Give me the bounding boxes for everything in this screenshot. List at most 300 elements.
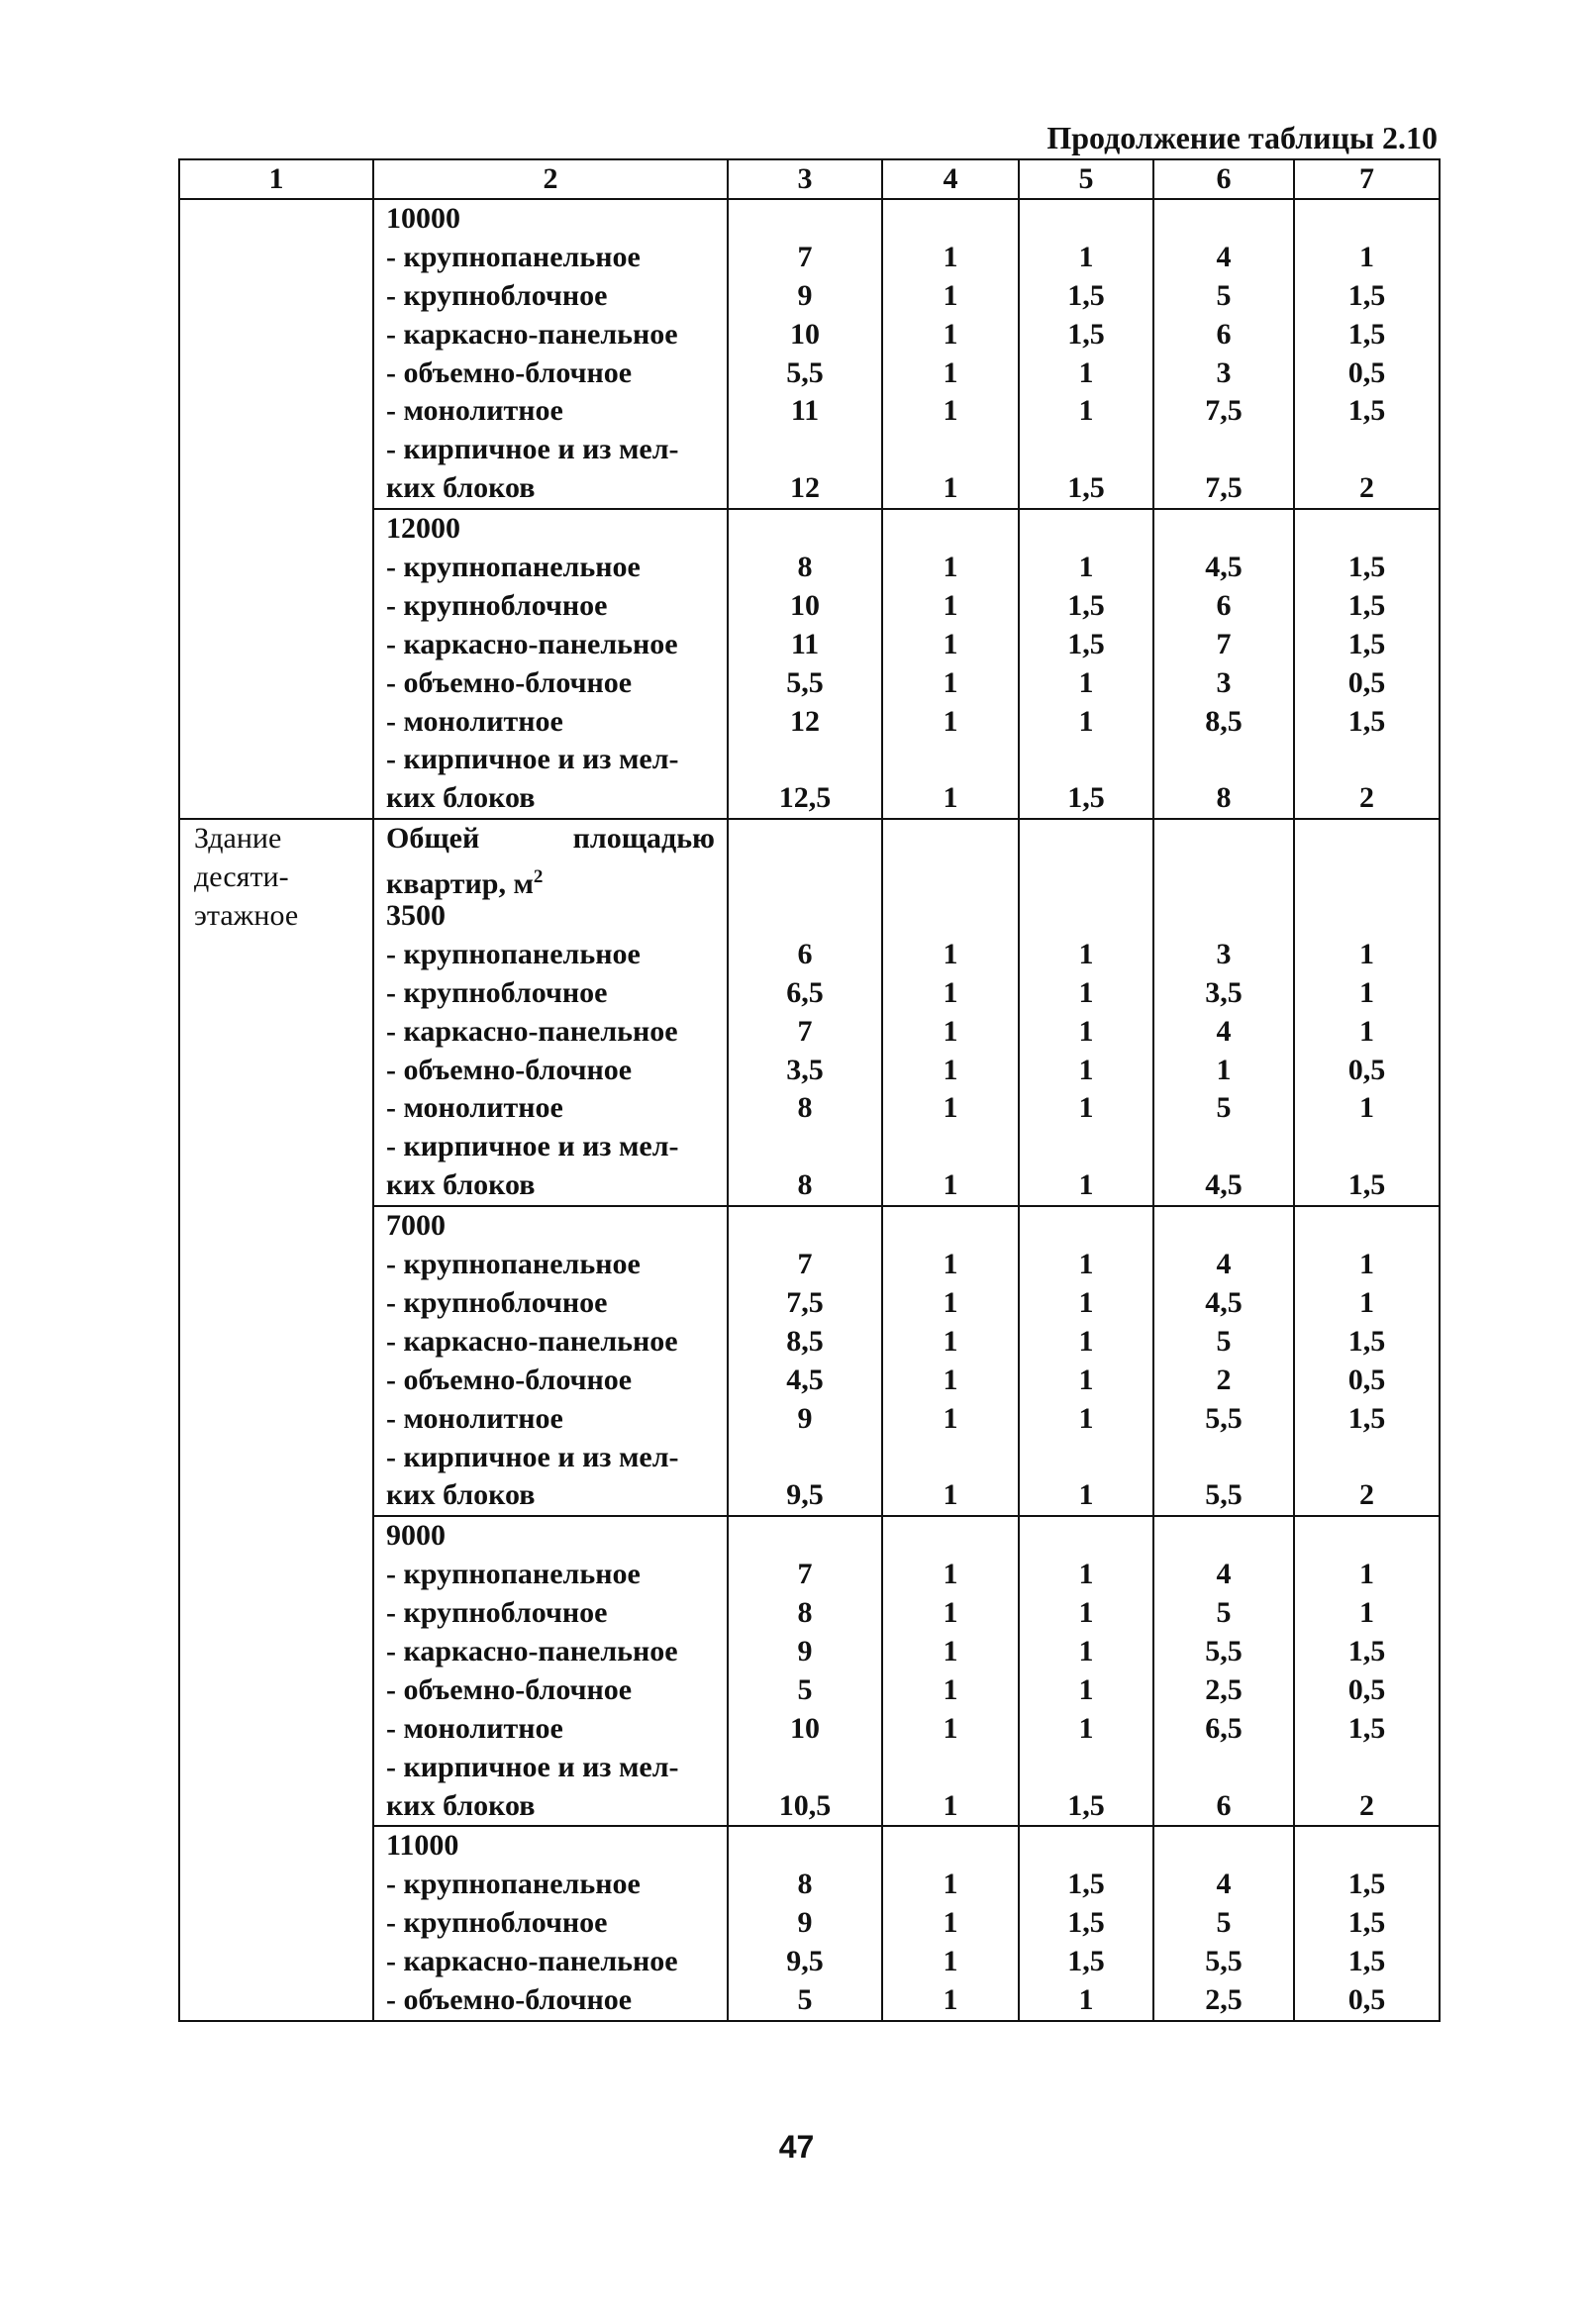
- cell-line: 1: [1359, 240, 1374, 273]
- cell-line: 1: [943, 588, 958, 622]
- cell-line: 3: [1216, 355, 1232, 389]
- cell-line: 1,5: [1067, 1945, 1105, 1978]
- cell-line: 12,5: [778, 781, 832, 815]
- cell-line: 1,5: [1067, 781, 1105, 815]
- cell-line: 1: [943, 1401, 958, 1435]
- cell-line: 1: [943, 278, 958, 312]
- cell-line: [1154, 1517, 1293, 1556]
- cell-line: 6: [797, 937, 813, 970]
- cell-line: 1,5: [1067, 1906, 1105, 1940]
- column-header: 2: [373, 159, 728, 199]
- cell-line: 1: [1359, 1596, 1374, 1630]
- cell-line: 2: [1216, 1363, 1232, 1396]
- building-structure-cell: [373, 819, 728, 1206]
- cell-line: 1,5: [1067, 627, 1105, 660]
- cell-line: [1295, 1128, 1439, 1166]
- cell-line: 5: [1216, 1091, 1232, 1125]
- value-cell: [1294, 509, 1440, 819]
- cell-line: 1: [943, 975, 958, 1009]
- cell-line: 1,5: [1347, 1868, 1386, 1901]
- cell-line: 1: [1078, 1324, 1094, 1358]
- area-heading-sup: 2: [533, 866, 544, 888]
- cell-line: 10,5: [778, 1788, 832, 1822]
- cell-line: [883, 859, 1018, 897]
- value-cell: [728, 199, 882, 509]
- cell-line: 1: [943, 1091, 958, 1125]
- cell-line: 6,5: [1205, 1711, 1243, 1745]
- cell-line: 5,5: [786, 355, 824, 389]
- cell-line: 1: [1359, 1248, 1374, 1281]
- cell-line: 9: [797, 278, 813, 312]
- cell-line: [883, 200, 1018, 239]
- cell-line: - каркасно-панельное: [386, 317, 678, 351]
- value-cell: [728, 509, 882, 819]
- cell-line: - объемно-блочное: [386, 1053, 633, 1086]
- cell-line: 0,5: [1347, 1053, 1386, 1086]
- value-cell: [1019, 819, 1153, 1206]
- cell-line: [729, 1128, 881, 1166]
- cell-line: 1,5: [1347, 394, 1386, 428]
- cell-line: [1020, 741, 1152, 779]
- cell-line: 4: [1216, 1868, 1232, 1901]
- cell-line: 1: [943, 1596, 958, 1630]
- cell-line: 9: [797, 1401, 813, 1435]
- column-header: 5: [1019, 159, 1153, 199]
- cell-line: - монолитное: [386, 1711, 563, 1745]
- cell-line: [1154, 897, 1293, 936]
- cell-line: 7: [797, 1558, 813, 1591]
- cell-line: [729, 1207, 881, 1246]
- cell-line: [883, 431, 1018, 469]
- cell-line: [729, 741, 881, 779]
- cell-line: 1: [1078, 1014, 1094, 1048]
- cell-line: 1: [1359, 1091, 1374, 1125]
- cell-line: 1: [1078, 937, 1094, 970]
- cell-line: [729, 510, 881, 549]
- cell-line: - кирпичное и из мел-: [386, 743, 679, 776]
- cell-line: 1: [1078, 355, 1094, 389]
- cell-line: 3: [1216, 665, 1232, 699]
- cell-line: - кирпичное и из мел-: [386, 1440, 679, 1473]
- cell-line: [1020, 897, 1152, 936]
- cell-line: 1: [943, 355, 958, 389]
- building-structure-cell: [373, 1206, 728, 1516]
- cell-line: [1295, 820, 1439, 859]
- cell-line: 0,5: [1347, 1363, 1386, 1396]
- building-type-cell: [179, 819, 373, 2021]
- cell-line: [729, 431, 881, 469]
- cell-line: - каркасно-панельное: [386, 1324, 678, 1358]
- value-cell: [1153, 1516, 1294, 1826]
- cell-line: [1154, 1827, 1293, 1866]
- cell-line: 5: [1216, 1906, 1232, 1940]
- cell-line: 8: [797, 1168, 813, 1202]
- cell-line: - кирпичное и из мел-: [386, 1750, 679, 1783]
- cell-line: 4,5: [1205, 1285, 1243, 1319]
- cell-line: - объемно-блочное: [386, 355, 633, 389]
- cell-line: 1: [943, 665, 958, 699]
- cell-line: 1,5: [1347, 1324, 1386, 1358]
- cell-line: десяти-: [194, 860, 289, 894]
- value-cell: [1019, 509, 1153, 819]
- cell-line: 3,5: [786, 1053, 824, 1086]
- cell-line: ких блоков: [386, 1478, 536, 1512]
- building-structure-cell: [373, 199, 728, 509]
- cell-line: [1154, 741, 1293, 779]
- column-header: 7: [1294, 159, 1440, 199]
- cell-line: 1: [943, 1168, 958, 1202]
- cell-line: 1: [943, 1906, 958, 1940]
- cell-line: [883, 897, 1018, 936]
- cell-line: 12: [790, 704, 820, 738]
- cell-line: [1295, 897, 1439, 936]
- cell-line: 1: [943, 471, 958, 505]
- cell-line: [883, 1517, 1018, 1556]
- area-heading-left: Общей: [386, 822, 480, 856]
- cell-line: 0,5: [1347, 1982, 1386, 2016]
- cell-line: 1: [943, 1053, 958, 1086]
- cell-line: [1020, 1128, 1152, 1166]
- cell-line: 1,5: [1067, 1868, 1105, 1901]
- cell-line: 1: [943, 1982, 958, 2016]
- cell-line: 5,5: [1205, 1634, 1243, 1667]
- cell-line: [883, 1439, 1018, 1477]
- cell-line: 1: [1078, 1248, 1094, 1281]
- cell-line: 6: [1216, 588, 1232, 622]
- cell-line: 10: [790, 1711, 820, 1745]
- cell-line: 1: [1078, 1478, 1094, 1512]
- cell-line: 1: [943, 1558, 958, 1591]
- cell-line: 2,5: [1205, 1982, 1243, 2016]
- value-cell: [1294, 1826, 1440, 2020]
- cell-line: 1,5: [1067, 317, 1105, 351]
- cell-line: [1020, 1207, 1152, 1246]
- cell-line: 4,5: [1205, 1168, 1243, 1202]
- value-cell: [728, 1516, 882, 1826]
- cell-line: 1: [943, 781, 958, 815]
- cell-line: 1: [943, 1478, 958, 1512]
- cell-line: [1295, 1439, 1439, 1477]
- value-cell: [1019, 1516, 1153, 1826]
- cell-line: 0,5: [1347, 355, 1386, 389]
- cell-line: 7: [797, 240, 813, 273]
- cell-line: 1,5: [1347, 317, 1386, 351]
- cell-line: - монолитное: [386, 394, 563, 428]
- cell-line: [729, 1439, 881, 1477]
- cell-line: [1295, 431, 1439, 469]
- cell-line: 1: [943, 1324, 958, 1358]
- cell-line: - кирпичное и из мел-: [386, 1130, 679, 1163]
- cell-line: 1,5: [1067, 471, 1105, 505]
- cell-line: 4: [1216, 240, 1232, 273]
- cell-line: - каркасно-панельное: [386, 627, 678, 660]
- cell-line: 10: [790, 588, 820, 622]
- cell-line: 9: [797, 1906, 813, 1940]
- cell-line: [883, 1128, 1018, 1166]
- value-cell: [1153, 1206, 1294, 1516]
- cell-line: 7,5: [1205, 394, 1243, 428]
- cell-line: 8: [797, 1091, 813, 1125]
- cell-line: 8: [797, 551, 813, 584]
- cell-line: [1020, 510, 1152, 549]
- cell-line: 12: [790, 471, 820, 505]
- cell-line: [1295, 741, 1439, 779]
- cell-line: 1: [943, 317, 958, 351]
- cell-line: [1295, 510, 1439, 549]
- cell-line: 1: [1078, 1401, 1094, 1435]
- cell-line: 8,5: [786, 1324, 824, 1358]
- cell-line: 8,5: [1205, 704, 1243, 738]
- area-heading-text: квартир, м: [386, 867, 534, 901]
- cell-line: 7000: [386, 1209, 446, 1243]
- cell-line: ких блоков: [386, 781, 536, 815]
- cell-line: 1: [1078, 1711, 1094, 1745]
- cell-line: [883, 1749, 1018, 1787]
- cell-line: - монолитное: [386, 704, 563, 738]
- cell-line: 1,5: [1347, 1945, 1386, 1978]
- cell-line: ких блоков: [386, 471, 536, 505]
- cell-line: - каркасно-панельное: [386, 1014, 678, 1048]
- cell-line: - объемно-блочное: [386, 665, 633, 699]
- cell-line: [729, 1827, 881, 1866]
- cell-line: 1: [1216, 1053, 1232, 1086]
- cell-line: [883, 510, 1018, 549]
- cell-line: - крупнопанельное: [386, 1248, 641, 1281]
- cell-line: 0,5: [1347, 665, 1386, 699]
- cell-line: 1: [1078, 1363, 1094, 1396]
- cell-line: 2: [1359, 1788, 1374, 1822]
- cell-line: 2: [1359, 471, 1374, 505]
- cell-line: [1020, 431, 1152, 469]
- value-cell: [882, 819, 1019, 1206]
- cell-line: 6: [1216, 1788, 1232, 1822]
- value-cell: [1153, 1826, 1294, 2020]
- cell-line: [729, 820, 881, 859]
- cell-line: 1,5: [1347, 1168, 1386, 1202]
- cell-line: [1154, 820, 1293, 859]
- value-cell: [1294, 199, 1440, 509]
- cell-line: [1154, 200, 1293, 239]
- cell-line: [1020, 820, 1152, 859]
- cell-line: 0,5: [1347, 1672, 1386, 1706]
- cell-line: [1154, 510, 1293, 549]
- cell-line: 1: [1359, 1285, 1374, 1319]
- value-cell: [1294, 819, 1440, 1206]
- cell-line: - объемно-блочное: [386, 1982, 633, 2016]
- cell-line: 4: [1216, 1014, 1232, 1048]
- cell-line: - монолитное: [386, 1091, 563, 1125]
- cell-line: - крупноблочное: [386, 278, 608, 312]
- column-header: 3: [728, 159, 882, 199]
- cell-line: 1: [1359, 1558, 1374, 1591]
- cell-line: 1,5: [1347, 551, 1386, 584]
- cell-line: 1: [1078, 1672, 1094, 1706]
- cell-line: 1: [1359, 1014, 1374, 1048]
- cell-line: 5,5: [1205, 1401, 1243, 1435]
- column-header: 1: [179, 159, 373, 199]
- cell-line: 1: [1078, 1634, 1094, 1667]
- cell-line: 4: [1216, 1248, 1232, 1281]
- cell-line: 1: [1078, 394, 1094, 428]
- building-type-cell: [179, 199, 373, 819]
- cell-line: 6,5: [786, 975, 824, 1009]
- cell-line: [883, 741, 1018, 779]
- value-cell: [1153, 199, 1294, 509]
- cell-line: - крупноблочное: [386, 588, 608, 622]
- value-cell: [1019, 199, 1153, 509]
- cell-line: ких блоков: [386, 1788, 536, 1822]
- cell-line: 7: [1216, 627, 1232, 660]
- cell-line: [883, 1207, 1018, 1246]
- cell-line: 1: [1078, 1091, 1094, 1125]
- cell-line: 8: [797, 1868, 813, 1901]
- cell-line: 1: [943, 627, 958, 660]
- value-cell: [882, 1826, 1019, 2020]
- cell-line: 3500: [386, 899, 446, 933]
- cell-line: 1: [943, 1672, 958, 1706]
- cell-line: 1,5: [1347, 1634, 1386, 1667]
- value-cell: [1019, 1206, 1153, 1516]
- cell-line: 1,5: [1347, 588, 1386, 622]
- cell-line: 1: [1078, 1285, 1094, 1319]
- cell-line: 2: [1359, 1478, 1374, 1512]
- cell-line: [1020, 1827, 1152, 1866]
- cell-line: 1: [943, 1711, 958, 1745]
- column-number-row: [179, 159, 1440, 199]
- cell-line: [1020, 200, 1152, 239]
- cell-line: 3: [1216, 937, 1232, 970]
- cell-line: 1: [1078, 704, 1094, 738]
- cell-line: 1,5: [1347, 1906, 1386, 1940]
- cell-line: 1: [943, 1945, 958, 1978]
- cell-line: [1295, 1827, 1439, 1866]
- area-heading: [374, 820, 727, 859]
- cell-line: 1: [1078, 551, 1094, 584]
- cell-line: 1: [1359, 975, 1374, 1009]
- value-cell: [882, 1206, 1019, 1516]
- cell-line: [883, 1827, 1018, 1866]
- building-structure-cell: [373, 1516, 728, 1826]
- cell-line: 5,5: [1205, 1478, 1243, 1512]
- value-cell: [882, 199, 1019, 509]
- cell-line: [729, 200, 881, 239]
- cell-line: 1: [943, 937, 958, 970]
- area-heading-right: площадью: [572, 822, 715, 856]
- group-row: [179, 819, 1440, 1206]
- value-cell: [1294, 1206, 1440, 1516]
- cell-line: [1154, 1749, 1293, 1787]
- cell-line: 1: [1078, 975, 1094, 1009]
- cell-line: [883, 820, 1018, 859]
- value-cell: [882, 1516, 1019, 1826]
- cell-line: 1,5: [1347, 1401, 1386, 1435]
- cell-line: 1: [1078, 1558, 1094, 1591]
- cell-line: [729, 1749, 881, 1787]
- cell-line: [1154, 1207, 1293, 1246]
- cell-line: 4,5: [1205, 551, 1243, 584]
- cell-line: 9,5: [786, 1478, 824, 1512]
- cell-line: 1: [943, 1285, 958, 1319]
- cell-line: 1: [1078, 1596, 1094, 1630]
- cell-line: 4: [1216, 1558, 1232, 1591]
- cell-line: - крупнопанельное: [386, 937, 641, 970]
- cell-line: 9000: [386, 1519, 446, 1553]
- cell-line: 7,5: [786, 1285, 824, 1319]
- cell-line: 5: [797, 1672, 813, 1706]
- value-cell: [728, 1826, 882, 2020]
- cell-line: 9,5: [786, 1945, 824, 1978]
- cell-line: [729, 897, 881, 936]
- cell-line: - крупноблочное: [386, 975, 608, 1009]
- cell-line: [1154, 1439, 1293, 1477]
- cell-line: 1: [1078, 1982, 1094, 2016]
- cell-line: 1: [943, 1788, 958, 1822]
- cell-line: 1,5: [1347, 627, 1386, 660]
- cell-line: [1154, 1128, 1293, 1166]
- cell-line: [729, 859, 881, 897]
- cell-line: 11: [790, 627, 820, 660]
- cell-line: этажное: [194, 899, 299, 933]
- cell-line: 1: [943, 1248, 958, 1281]
- cell-line: 8: [797, 1596, 813, 1630]
- table-caption: Продолжение таблицы 2.10: [1046, 120, 1438, 155]
- value-cell: [1019, 1826, 1153, 2020]
- value-cell: [882, 509, 1019, 819]
- cell-line: 1: [943, 1634, 958, 1667]
- cell-line: 1: [943, 1014, 958, 1048]
- cell-line: 1,5: [1347, 704, 1386, 738]
- cell-line: 5,5: [786, 665, 824, 699]
- cell-line: - крупноблочное: [386, 1906, 608, 1940]
- cell-line: ких блоков: [386, 1168, 536, 1202]
- cell-line: 1: [1359, 937, 1374, 970]
- cell-line: 1: [943, 704, 958, 738]
- cell-line: 5: [1216, 1596, 1232, 1630]
- cell-line: 5: [1216, 1324, 1232, 1358]
- value-cell: [728, 1206, 882, 1516]
- value-cell: [1294, 1516, 1440, 1826]
- cell-line: - кирпичное и из мел-: [386, 433, 679, 466]
- cell-line: - крупноблочное: [386, 1596, 608, 1630]
- cell-line: [1020, 1517, 1152, 1556]
- cell-line: - крупнопанельное: [386, 240, 641, 273]
- cell-line: 1: [943, 240, 958, 273]
- cell-line: 1,5: [1347, 1711, 1386, 1745]
- cell-line: [1295, 1207, 1439, 1246]
- cell-line: 1,5: [1067, 278, 1105, 312]
- cell-line: Здание: [194, 822, 282, 856]
- cell-line: 6: [1216, 317, 1232, 351]
- cell-line: 10: [790, 317, 820, 351]
- column-header: 4: [882, 159, 1019, 199]
- building-structure-cell: [373, 1826, 728, 2020]
- cell-line: - монолитное: [386, 1401, 563, 1435]
- cell-line: - крупноблочное: [386, 1285, 608, 1319]
- cell-line: 5: [797, 1982, 813, 2016]
- page-number: 47: [778, 2129, 815, 2165]
- cell-line: [1020, 1439, 1152, 1477]
- cell-line: 3,5: [1205, 975, 1243, 1009]
- cell-line: [1295, 1517, 1439, 1556]
- cell-line: 1,5: [1067, 588, 1105, 622]
- cell-line: - крупнопанельное: [386, 1868, 641, 1901]
- cell-line: - каркасно-панельное: [386, 1945, 678, 1978]
- cell-line: [1154, 859, 1293, 897]
- cell-line: - крупнопанельное: [386, 551, 641, 584]
- cell-line: 7: [797, 1014, 813, 1048]
- cell-line: [729, 1517, 881, 1556]
- cell-line: 5: [1216, 278, 1232, 312]
